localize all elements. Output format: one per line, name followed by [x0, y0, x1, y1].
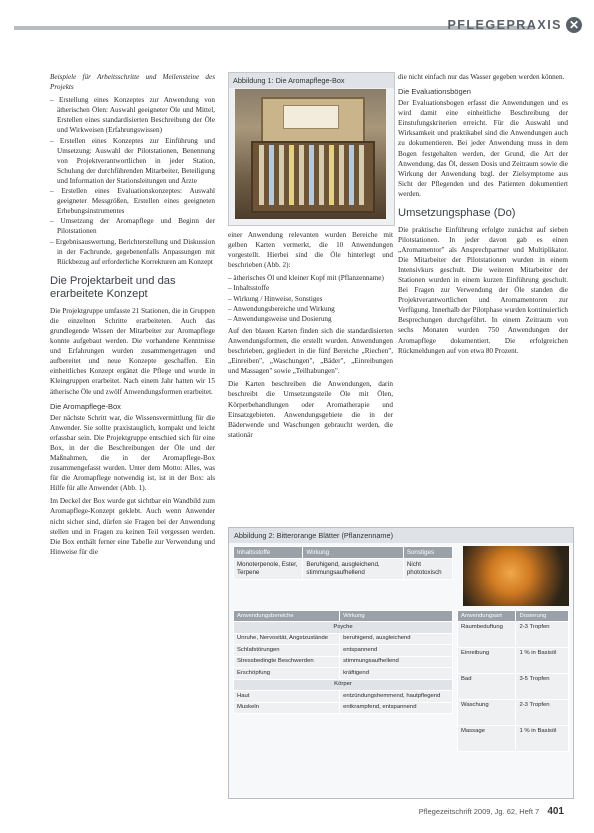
table-row: [458, 622, 569, 648]
table-section-label: Körper: [234, 679, 453, 691]
list-item: – Anwendungsweise und Dosierung: [228, 314, 332, 323]
subsection-heading: Die Aromapflege-Box: [50, 401, 121, 411]
journal-citation: Pflegezeitschrift 2009, Jg. 62, Heft 7: [418, 807, 540, 816]
page-number: 401: [547, 806, 564, 817]
list-item: – Erstellen eines Evaluationskonzeptes: Auswahl geeigneter Messgrößen, Erstellen eines geeigneten Erhebungsinstrumentes: [50, 187, 215, 216]
table-cell: Waschung: [458, 700, 516, 726]
table-cell: Beruhigend, ausgleichend, stimmungsaufhellend: [303, 559, 403, 580]
paragraph: die nicht einfach nur das Wasser gegeben werden können.: [398, 73, 565, 81]
table-cell: 2-3 Tropfen: [516, 700, 569, 726]
list-item: – Ergebnisauswertung, Berichterstellung und Diskussion in der Fachrunde, gegebenenfalls Anpassungen mit Rückbezug auf erforderliche Korrekturen am Konzept: [50, 237, 215, 266]
page-header: [0, 0, 594, 38]
table-cell: Monoterpenole, Ester, Terpene: [234, 559, 303, 580]
table-row: [234, 668, 453, 680]
subsection-heading: Die Evaluationsbögen: [398, 87, 471, 97]
table-header: Inhaltsstoffe: [234, 547, 303, 559]
table-header: Dosierung: [516, 611, 569, 622]
list-item: – Erstellung eines Konzeptes zur Anwendung von ätherischen Ölen: Auswahl geeigneter Öle und Mittel, Erstellen eines standardisierten Beschreibung der Öle und Wirkweisen (Erfahrungswissen): [50, 96, 215, 135]
list-item: – Wirkung / Hinweise, Sonstiges: [228, 294, 323, 303]
table-cell: Raumbeduftung: [458, 622, 516, 648]
paragraph: Der nächste Schritt war, die Wissensvermittlung für die Anwender. Sie sollte praxistauglich, kompakt und leicht erfassbar sein. Die Projektgruppe entschied sich für eine Box, in der die Beschreibungen der Öle und der Maßnahmen, die in der Aromapflege-Box zusammengefasst wurden. Unter dem Motto: Alles, was für die Aromapflege notwendig ist, ist in der Box: als Hilfe für alle Anwender (Abb. 1).: [50, 413, 215, 493]
application-table: [233, 610, 453, 714]
figure-caption: Abbildung 1: Die Aromapflege-Box: [229, 73, 394, 88]
index-card: [309, 145, 314, 205]
table-cell: entzündungshemmend, hautpflegend: [340, 691, 453, 703]
column-right: [398, 72, 568, 359]
intro-heading: Beispiele für Arbeitsschritte und Meilensteine des Projekts: [50, 73, 215, 92]
table-section-label: Psyche: [234, 622, 453, 634]
table-row: [458, 726, 569, 752]
bitter-orange-photo: [463, 546, 569, 606]
index-card: [319, 145, 324, 205]
index-card: [259, 145, 264, 205]
table-row: [458, 648, 569, 674]
figure-aroma-box: [228, 72, 395, 226]
table-cell: 2-3 Tropfen: [516, 622, 569, 648]
table-cell: Erschöpfung: [234, 668, 340, 680]
paragraph: Der Evaluationsbogen erfasst die Anwendungen und es wird damit eine einheitliche Beschreibung der Einstufungskriterien erreicht. Für die Auswahl und Wirksamkeit und praktikabel sind die Anwendungen auch zu dokumentieren. Bei jeder Anwendung muss in dem Bogen festgehalten werden, der Grund, die Art der Anwendung, das Öl, dessen Dosis und Zeitraum sowie die Wirkung der Anwendung bzgl. der Zielsymptome aus Sicht der Pflegenden und des Patienten dokumentiert werden.: [398, 99, 568, 198]
table-row: [458, 700, 569, 726]
index-card: [349, 145, 354, 205]
paragraph: Die Karten beschreiben die Anwendungen, darin beschreibt die Umsetzungsteile Öle mit Ölen, Körperbehandlungen oder Aromatherapie und Einsatzgebieten. Anwendungsgebiete die in der Bäderwende und Waschungen gebraucht werden, die stationär: [228, 380, 393, 439]
list-item: – ätherisches Öl und kleiner Kopf mit (Pflanzenname): [228, 274, 384, 283]
table-row: [234, 656, 453, 668]
paragraph: Auf den blauen Karten finden sich die standardisierten Anwendungsformen, die erstellt wurden. Anwendungen beschrieben, gegliedert in die fünf Bereiche „Riechen", „Einreiben", „Waschungen", „Bäder", „Einreibungen und Massagen" sowie „Teilhabungen".: [228, 326, 393, 376]
index-card: [339, 145, 344, 205]
table-cell: 1 % in Basisöl: [516, 648, 569, 674]
section-title: PFLEGEPRAXIS: [447, 18, 562, 32]
list-item: – Umsetzung der Aromapflege und Beginn der Pilotstationen: [50, 217, 215, 236]
table-cell: entspannend: [340, 645, 453, 657]
column-left: [50, 72, 215, 560]
milestone-list: [50, 95, 215, 267]
list-item: – Anwendungsbereiche und Wirkung: [228, 304, 335, 313]
table-cell: Muskeln: [234, 702, 340, 714]
table-cell: 3-5 Tropfen: [516, 674, 569, 700]
index-card: [329, 145, 334, 205]
table-row: [458, 674, 569, 700]
table-row: [234, 633, 453, 645]
index-card: [279, 145, 284, 205]
index-card: [269, 145, 274, 205]
table-header: Anwendungsart: [458, 611, 516, 622]
table-cell: Einreibung: [458, 648, 516, 674]
table-cell: 1 % in Basisöl: [516, 726, 569, 752]
table-cell: Haut: [234, 691, 340, 703]
table-cell: Nicht phototoxisch: [403, 559, 452, 580]
paragraph: einer Anwendung relevanten wurden Bereiche mit gelben Karten vermerkt, die 10 Anwendungen vorgestellt. Hierbei sind die Öle hinterlegt und beschrieben (Abb. 2):: [228, 231, 393, 270]
table-row: [234, 702, 453, 714]
paragraph: Im Deckel der Box wurde gut sichtbar ein Wandbild zum Aromapflege-Konzept geklebt. Auch wenn Anwender nicht sicher sind, dürfen sie Fragen bei der Anwendung stellen und in Fragen zu keinen Teil vergessen werden. Die Box enthält ferner eine Tabelle zur Verwendung und Hinweise für die: [50, 497, 215, 556]
table-cell: Massage: [458, 726, 516, 752]
table-cell: Bad: [458, 674, 516, 700]
figure-oil-card: [228, 527, 574, 799]
index-card: [359, 145, 364, 205]
table-cell: Schlafstörungen: [234, 645, 340, 657]
card-contents-list: [228, 273, 393, 323]
table-cell: entkrampfend, entspannend: [340, 702, 453, 714]
table-cell: Unruhe, Nervosität, Angstzustände: [234, 633, 340, 645]
section-heading: Umsetzungsphase (Do): [398, 207, 516, 220]
table-cell: stimmungsaufhellend: [340, 656, 453, 668]
table-cell: beruhigend, ausgleichend: [340, 633, 453, 645]
box-label: [283, 105, 339, 129]
paragraph: Die praktische Einführung erfolgte zunächst auf sieben Pilotstationen. In jeder davon gab es einen „Aromamentor" als Ansprechpartner und Multiplikator. Die Mitarbeiter der Pilotstationen wurden in einem Intensivkurs geschult. Die weiteren Mitarbeiter der Stationen wurden in einem kurzen Einführung geschult. Bei Fragen zur Verwendung der Öle standen die Projektverantwortlichen und Aromamentoren zur Verfügung. Innerhalb der Pilotphase wurden kontinuierlich Besprechungen durchgeführt. In einem Zeitraum von sechs Monaten wurden 750 Anwendungen der Aromapflege dokumentiert. Die erfolgreichen Rückmeldungen auf von etwa 80 Prozent.: [398, 225, 568, 355]
index-card: [299, 145, 304, 205]
aroma-box-photo: [235, 89, 386, 219]
section-heading: Die Projektarbeit und das erarbeitete Konzept: [50, 274, 176, 301]
table-row: [234, 645, 453, 657]
figure-caption: Abbildung 2: Bitterorange Blätter (Pflanzenname): [229, 528, 573, 543]
paragraph: Die Projektgruppe umfasste 21 Stationen, die in Gruppen die einzelnen Schritte erarbeiteten. Auch das grundlegende Wissen der Mitarbeiter zur Aromapflege konnte aufgebaut werden. Die vorhandene Kenntnisse und Erfahrungen wurden zusammengetragen und aufbereitet und neue Konzepte geschaffen. Ein einheitliches Konzept ergänzt die Pflege und wurde in Kleingruppen erarbeitet. Nach einem Jahr hatten wir 15 ätherische Öle und zwölf Anwendungsformen erarbeitet.: [50, 306, 215, 396]
table-header: Sonstiges: [403, 547, 452, 559]
dosage-table: [457, 610, 569, 752]
page-footer: [419, 806, 564, 817]
x-circle-icon: ✕: [566, 17, 582, 33]
list-item: – Erstellen eines Konzeptes zur Einführung und Umsetzung: Auswahl der Pilotstationen, Benennung von Projektverantwortlichen in jeder Station, Schulung der durchführenden Mitarbeiter, Beteiligung und Information der Stationsleitungen und Ärzte: [50, 136, 215, 185]
column-middle: [228, 230, 393, 443]
table-header: Wirkung: [340, 611, 453, 622]
index-card: [289, 145, 294, 205]
list-item: – Inhaltsstoffe: [228, 284, 270, 293]
oil-summary-table: [233, 546, 453, 580]
table-cell: Stressbedingte Beschwerden: [234, 656, 340, 668]
table-header: Anwendungsbereiche: [234, 611, 340, 622]
table-header: Wirkung: [303, 547, 403, 559]
table-row: [234, 691, 453, 703]
table-cell: kräftigend: [340, 668, 453, 680]
